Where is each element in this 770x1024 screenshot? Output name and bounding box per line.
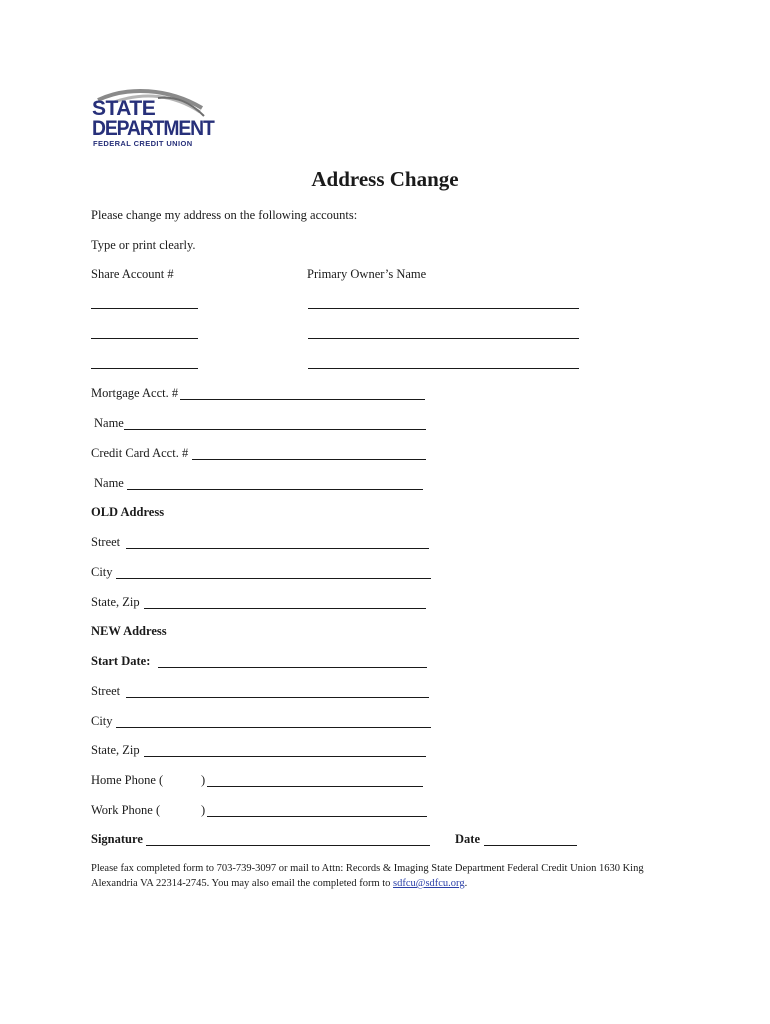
- old-state-zip-field[interactable]: [144, 608, 426, 609]
- signature-field[interactable]: [146, 845, 430, 846]
- owner-name-field-2[interactable]: [308, 338, 579, 339]
- page-title: Address Change: [311, 167, 459, 191]
- old-street-field[interactable]: [126, 548, 429, 549]
- start-date-label: Start Date:: [91, 654, 151, 668]
- new-street-label: Street: [91, 684, 121, 698]
- intro-text: Please change my address on the following accounts:: [91, 208, 358, 222]
- date-field[interactable]: [484, 845, 577, 846]
- home-phone-label: Home Phone (: [91, 773, 164, 787]
- new-city-field[interactable]: [116, 727, 431, 728]
- credit-card-acct-field[interactable]: [192, 459, 426, 460]
- new-city-label: City: [91, 714, 113, 728]
- logo-line-2: DEPARTMENT: [92, 117, 214, 140]
- primary-owner-header: Primary Owner’s Name: [307, 267, 427, 281]
- owner-name-field-1[interactable]: [308, 308, 579, 309]
- email-link[interactable]: sdfcu@sdfcu.org: [393, 878, 465, 889]
- owner-name-field-3[interactable]: [308, 368, 579, 369]
- credit-card-name-field[interactable]: [127, 489, 423, 490]
- sdfcu-logo: [88, 86, 214, 152]
- logo-line-1: STATE: [92, 97, 156, 120]
- share-account-field-2[interactable]: [91, 338, 198, 339]
- new-state-zip-label: State, Zip: [91, 743, 140, 757]
- mortgage-acct-label: Mortgage Acct. #: [91, 386, 179, 400]
- old-city-label: City: [91, 565, 113, 579]
- share-account-header: Share Account #: [91, 267, 174, 281]
- home-phone-field[interactable]: [207, 786, 423, 787]
- signature-label: Signature: [91, 832, 143, 846]
- footer-end: .: [464, 878, 468, 889]
- new-state-zip-field[interactable]: [144, 756, 426, 757]
- work-phone-field[interactable]: [207, 816, 427, 817]
- footer-text: Please fax completed form to 703-739-3097 or mail to Attn: Records & Imaging State Department Federal Credit Union 1630 King Alexandria VA 22314-2745. You may also email the completed form to: [91, 863, 644, 889]
- new-street-field[interactable]: [126, 697, 429, 698]
- logo-line-3: FEDERAL CREDIT UNION: [93, 139, 193, 148]
- instruction-text: Type or print clearly.: [91, 238, 196, 252]
- mortgage-name-field[interactable]: [124, 429, 426, 430]
- share-account-field-1[interactable]: [91, 308, 198, 309]
- share-account-field-3[interactable]: [91, 368, 198, 369]
- old-street-label: Street: [91, 535, 121, 549]
- credit-card-name-label: Name: [94, 476, 124, 490]
- footer-instructions: [91, 861, 681, 891]
- credit-card-acct-label: Credit Card Acct. #: [91, 446, 189, 460]
- old-address-heading: OLD Address: [91, 505, 165, 519]
- new-address-heading: NEW Address: [91, 624, 167, 638]
- work-phone-close-paren: ): [201, 803, 206, 817]
- mortgage-acct-field[interactable]: [180, 399, 425, 400]
- old-city-field[interactable]: [116, 578, 431, 579]
- start-date-field[interactable]: [158, 667, 427, 668]
- old-state-zip-label: State, Zip: [91, 595, 140, 609]
- home-phone-close-paren: ): [201, 773, 206, 787]
- date-label: Date: [455, 832, 480, 846]
- work-phone-label: Work Phone (: [91, 803, 161, 817]
- mortgage-name-label: Name: [94, 416, 124, 430]
